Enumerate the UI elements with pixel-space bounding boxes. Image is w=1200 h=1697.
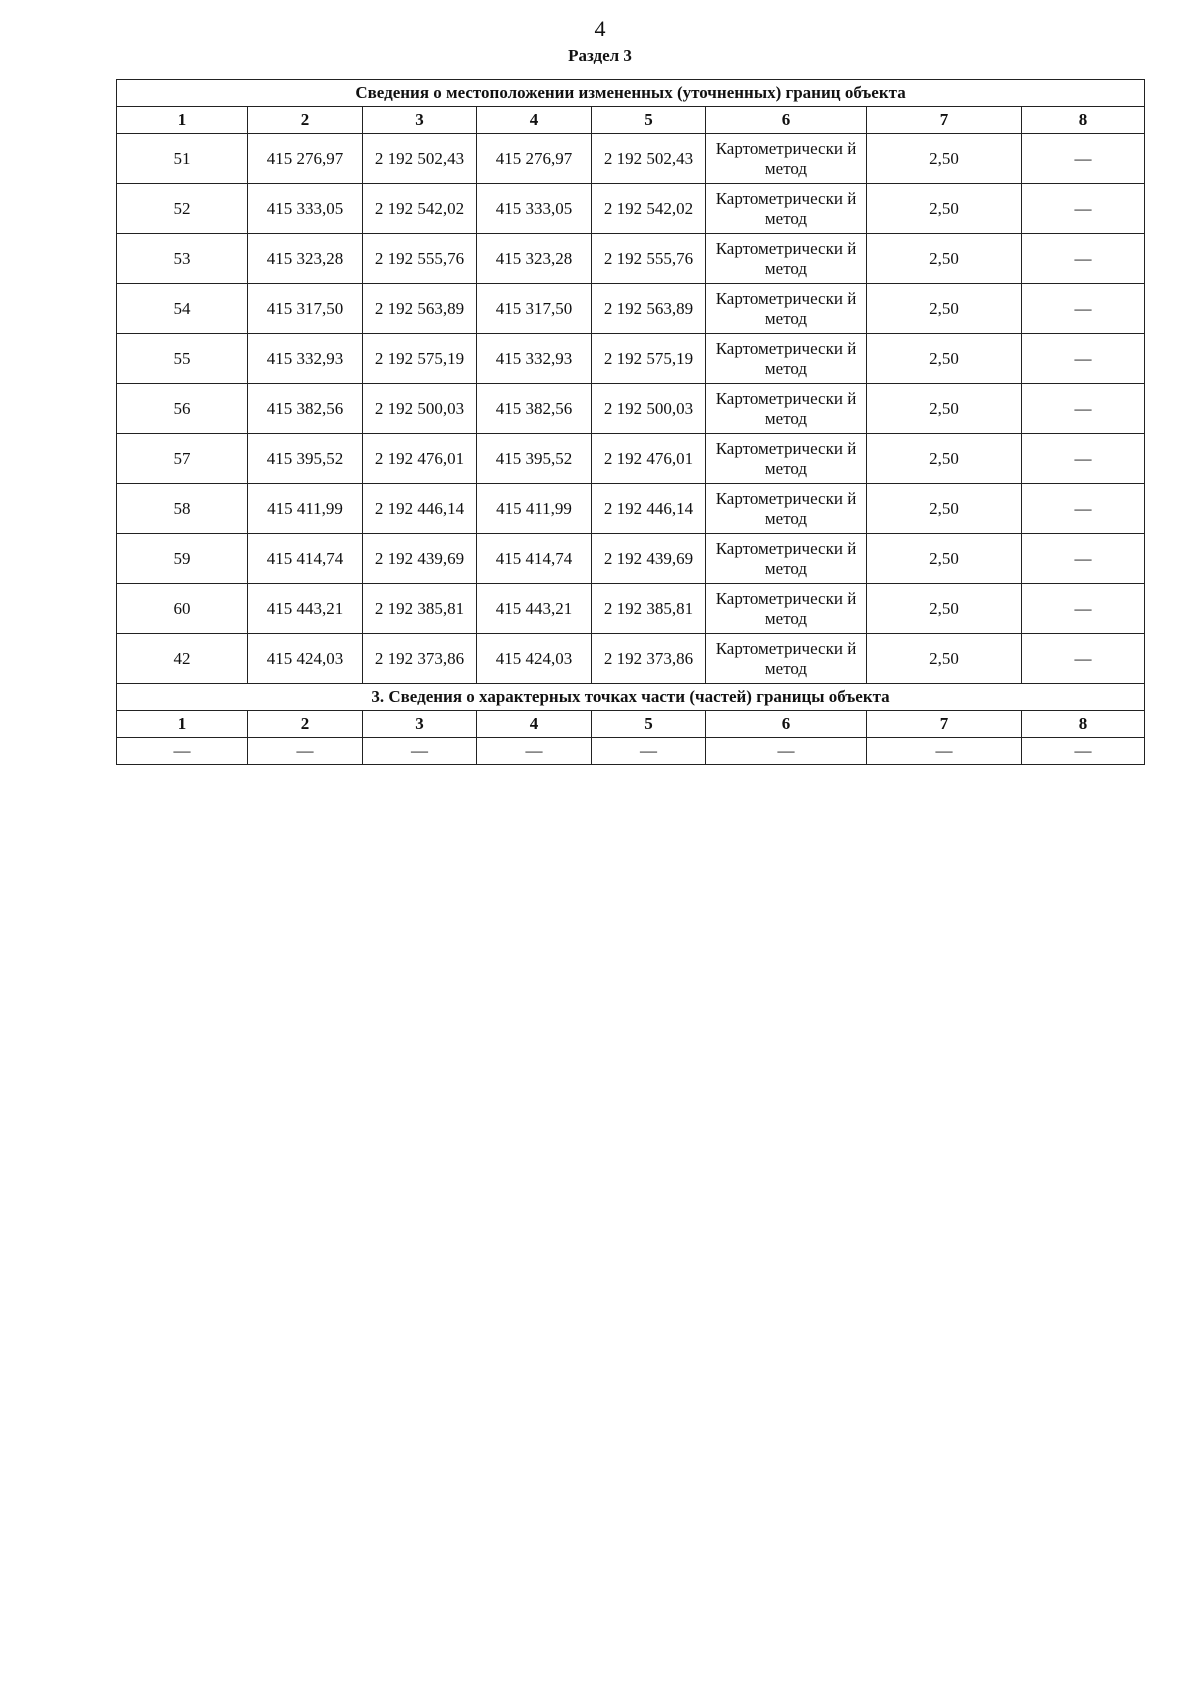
column-header: 8	[1022, 711, 1145, 738]
table-cell: 2 192 373,86	[363, 634, 477, 684]
column-header-row	[117, 711, 1145, 738]
table-cell: 2 192 563,89	[592, 284, 706, 334]
table-cell: 55	[117, 334, 248, 384]
table-cell: 415 443,21	[477, 584, 592, 634]
table-cell: 415 317,50	[248, 284, 363, 334]
table-row	[117, 134, 1145, 184]
table-cell: 58	[117, 484, 248, 534]
table-caption-boundaries: Сведения о местоположении измененных (уточненных) границ объекта	[117, 80, 1145, 107]
table-cell: Картометрически й метод	[706, 584, 867, 634]
table-cell: 2 192 542,02	[592, 184, 706, 234]
table-cell: 2 192 555,76	[363, 234, 477, 284]
column-header-row	[117, 107, 1145, 134]
table-cell: 415 443,21	[248, 584, 363, 634]
column-header: 6	[706, 711, 867, 738]
table-cell: 42	[117, 634, 248, 684]
table-cell: 59	[117, 534, 248, 584]
table-cell: 2 192 575,19	[363, 334, 477, 384]
table-cell: 2 192 476,01	[363, 434, 477, 484]
table-row	[117, 234, 1145, 284]
table-cell: 2 192 385,81	[592, 584, 706, 634]
table-cell: 2 192 555,76	[592, 234, 706, 284]
table-cell: 2,50	[867, 534, 1022, 584]
column-header: 5	[592, 107, 706, 134]
table-cell: Картометрически й метод	[706, 234, 867, 284]
table-cell: 415 411,99	[248, 484, 363, 534]
table-cell: Картометрически й метод	[706, 334, 867, 384]
table-cell: 2,50	[867, 634, 1022, 684]
table-cell: 415 424,03	[248, 634, 363, 684]
table-cell: 415 382,56	[248, 384, 363, 434]
table-cell: —	[477, 738, 592, 765]
table-cell: —	[248, 738, 363, 765]
table-row	[117, 484, 1145, 534]
table-cell: 415 276,97	[248, 134, 363, 184]
table-cell: —	[1022, 434, 1145, 484]
table-cell: 2 192 373,86	[592, 634, 706, 684]
table-cell: —	[1022, 584, 1145, 634]
table-row	[117, 534, 1145, 584]
table-cell: 2 192 502,43	[592, 134, 706, 184]
table-cell: 2 192 439,69	[363, 534, 477, 584]
column-header: 3	[363, 107, 477, 134]
table-cell: 2,50	[867, 434, 1022, 484]
table-cell: —	[706, 738, 867, 765]
table-cell: 415 276,97	[477, 134, 592, 184]
table-cell: 2 192 385,81	[363, 584, 477, 634]
table-cell: 415 395,52	[477, 434, 592, 484]
table-cell: 57	[117, 434, 248, 484]
table-cell: —	[1022, 184, 1145, 234]
table-cell: 2,50	[867, 184, 1022, 234]
table-cell: 2 192 446,14	[592, 484, 706, 534]
section-title: Раздел 3	[568, 46, 632, 65]
table-cell: —	[1022, 334, 1145, 384]
column-header: 2	[248, 711, 363, 738]
boundary-table	[116, 79, 1145, 765]
table-cell: —	[867, 738, 1022, 765]
table-cell: 415 414,74	[477, 534, 592, 584]
table-cell: 415 333,05	[477, 184, 592, 234]
table-cell: 415 414,74	[248, 534, 363, 584]
column-header: 5	[592, 711, 706, 738]
column-header: 1	[117, 711, 248, 738]
table-cell: Картометрически й метод	[706, 184, 867, 234]
table-cell: 2 192 563,89	[363, 284, 477, 334]
table-cell: 2,50	[867, 384, 1022, 434]
table-cell: Картометрически й метод	[706, 284, 867, 334]
table-row	[117, 584, 1145, 634]
column-header: 4	[477, 711, 592, 738]
table-row	[117, 738, 1145, 765]
table-cell: Картометрически й метод	[706, 634, 867, 684]
table-cell: 415 411,99	[477, 484, 592, 534]
column-header: 1	[117, 107, 248, 134]
column-header: 7	[867, 107, 1022, 134]
table-row	[117, 434, 1145, 484]
table-cell: 2,50	[867, 234, 1022, 284]
table-caption-parts: 3. Сведения о характерных точках части (частей) границы объекта	[117, 684, 1145, 711]
page-number: 4	[594, 16, 606, 41]
table-cell: 415 323,28	[248, 234, 363, 284]
table-row	[117, 634, 1145, 684]
table-caption-parts-row	[117, 684, 1145, 711]
table-cell: 2,50	[867, 484, 1022, 534]
table-caption-boundaries-row	[117, 80, 1145, 107]
table-cell: 415 332,93	[248, 334, 363, 384]
table-cell: —	[363, 738, 477, 765]
table-cell: 415 424,03	[477, 634, 592, 684]
table-cell: Картометрически й метод	[706, 484, 867, 534]
table-cell: 56	[117, 384, 248, 434]
table-row	[117, 184, 1145, 234]
column-header: 3	[363, 711, 477, 738]
table-cell: 51	[117, 134, 248, 184]
table-cell: —	[1022, 284, 1145, 334]
table-cell: 2,50	[867, 584, 1022, 634]
column-header: 8	[1022, 107, 1145, 134]
column-header: 4	[477, 107, 592, 134]
column-header: 7	[867, 711, 1022, 738]
table-cell: —	[1022, 534, 1145, 584]
table-cell: 53	[117, 234, 248, 284]
table-cell: Картометрически й метод	[706, 384, 867, 434]
table-cell: 2,50	[867, 284, 1022, 334]
table-cell: 54	[117, 284, 248, 334]
table-cell: 415 332,93	[477, 334, 592, 384]
table-cell: 2 192 500,03	[592, 384, 706, 434]
table-cell: —	[1022, 384, 1145, 434]
table-cell: 2 192 439,69	[592, 534, 706, 584]
table-cell: 415 323,28	[477, 234, 592, 284]
table-cell: 52	[117, 184, 248, 234]
table-row	[117, 334, 1145, 384]
table-cell: —	[1022, 634, 1145, 684]
table-cell: 2 192 446,14	[363, 484, 477, 534]
table-cell: 415 317,50	[477, 284, 592, 334]
table-cell: 2,50	[867, 134, 1022, 184]
table-cell: 2 192 575,19	[592, 334, 706, 384]
table-row	[117, 384, 1145, 434]
table-cell: 415 395,52	[248, 434, 363, 484]
table-cell: 2 192 542,02	[363, 184, 477, 234]
table-cell: 2 192 502,43	[363, 134, 477, 184]
table-cell: —	[1022, 134, 1145, 184]
table-cell: —	[117, 738, 248, 765]
column-header: 6	[706, 107, 867, 134]
table-cell: Картометрически й метод	[706, 534, 867, 584]
table-cell: 2,50	[867, 334, 1022, 384]
table-row	[117, 284, 1145, 334]
table-cell: —	[1022, 234, 1145, 284]
table-cell: —	[1022, 738, 1145, 765]
table-cell: 2 192 500,03	[363, 384, 477, 434]
table-cell: 415 333,05	[248, 184, 363, 234]
column-header: 2	[248, 107, 363, 134]
table-cell: —	[1022, 484, 1145, 534]
table-cell: —	[592, 738, 706, 765]
table-cell: 60	[117, 584, 248, 634]
table-cell: Картометрически й метод	[706, 134, 867, 184]
table-cell: 415 382,56	[477, 384, 592, 434]
table-cell: 2 192 476,01	[592, 434, 706, 484]
table-cell: Картометрически й метод	[706, 434, 867, 484]
